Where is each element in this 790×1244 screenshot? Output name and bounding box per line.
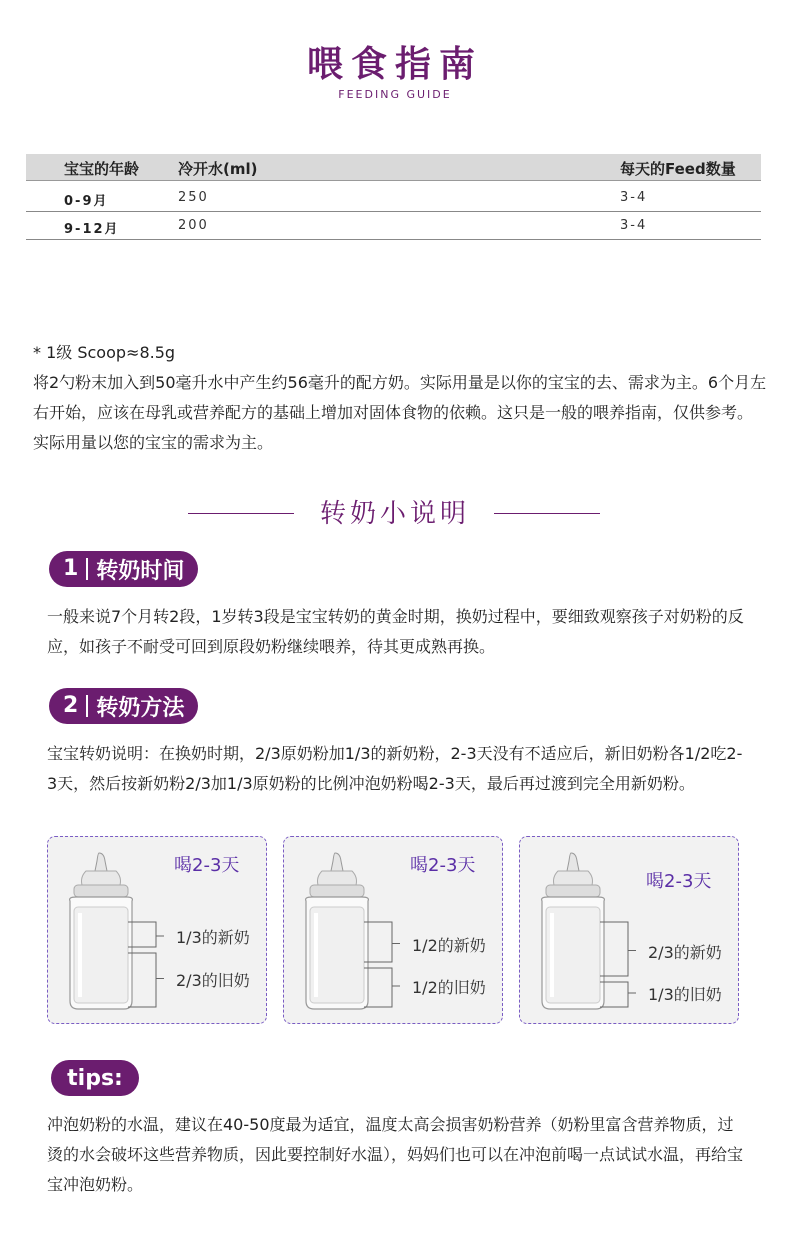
bottle-card-title: 喝2-3天: [410, 855, 476, 876]
bottle-bottom-label: 1/2的旧奶: [412, 978, 486, 997]
step2-number: 2: [49, 695, 88, 717]
page-title: 喂食指南: [306, 44, 483, 85]
scoop-note: [33, 338, 768, 458]
scoop-note-body: 将2勺粉末加入到50毫升水中产生约56毫升的配方奶。实际用量是以你的宝宝的去、需求为主。6个月左右开始，应该在母乳或营养配方的基础上增加对固体食物的依赖。这只是一般的喂养指南，仅供参考。实际用量以您的宝宝的需求为主。: [33, 373, 767, 452]
column-header-water: 冷开水(ml): [178, 160, 258, 178]
bottle-top-label: 1/2的新奶: [412, 935, 486, 955]
table-header: [26, 154, 761, 181]
tips-pill: tips:: [51, 1060, 139, 1096]
table-cell-feeds: 3-4: [620, 218, 648, 233]
bottle-card-title: 喝2-3天: [646, 871, 712, 892]
table-row: [26, 212, 761, 240]
table-cell-age: 0-9月: [64, 194, 109, 209]
table-cell-water: 250: [178, 190, 209, 205]
portion-bracket-icon: [598, 837, 638, 1025]
bottle-bottom-label: 2/3的旧奶: [176, 970, 250, 990]
table-cell-water: 200: [178, 218, 209, 233]
bottle-top-label: 1/3的新奶: [176, 928, 250, 947]
step1-paragraph: 一般来说7个月转2段，1岁转3段是宝宝转奶的黄金时期，换奶过程中，要细致观察孩子对奶粉的反应，如孩子不耐受可回到原段奶粉继续喂养，待其更成熟再换。: [47, 607, 744, 656]
bottle-card-title: 喝2-3天: [174, 855, 240, 876]
column-header-feeds: 每天的Feed数量: [620, 160, 736, 178]
step2-label: 转奶方法: [96, 695, 185, 721]
step1-number: 1: [49, 558, 88, 580]
tips-paragraph: 冲泡奶粉的水温，建议在40-50度最为适宜，温度太高会损害奶粉营养（奶粉里富含营养物质，过烫的水会破坏这些营养物质，因此要控制好水温），妈妈们也可以在冲泡前喝一点试试水温，再给宝宝冲泡奶粉。: [47, 1115, 744, 1194]
step2-text: [47, 739, 747, 799]
step2-paragraph: 宝宝转奶说明：在换奶时期，2/3原奶粉加1/3的新奶粉，2-3天没有不适应后，新旧奶粉各1/2吃2-3天，然后按新奶粉2/3加1/3原奶粉的比例冲泡奶粉喝2-3天，最后再过渡到完全用新奶粉。: [47, 744, 743, 793]
bottle-bottom-label: 1/3的旧奶: [648, 985, 722, 1004]
column-header-age: 宝宝的年龄: [64, 160, 140, 178]
step1-pill: [49, 551, 198, 587]
bottle-top-label: 2/3的新奶: [648, 942, 722, 962]
section-divider-right: [494, 513, 600, 514]
section-title: 转奶小说明: [319, 499, 470, 529]
bottle-card: [47, 836, 267, 1024]
portion-bracket-icon: [362, 837, 402, 1025]
page-subtitle: FEEDING GUIDE: [338, 88, 452, 101]
step2-pill: [49, 688, 198, 724]
table-cell-age: 9-12月: [64, 222, 120, 237]
table-row: [26, 184, 761, 212]
step1-label: 转奶时间: [96, 558, 185, 584]
portion-bracket-icon: [126, 837, 166, 1025]
table-cell-feeds: 3-4: [620, 190, 648, 205]
bottle-card: [283, 836, 503, 1024]
bottle-card: [519, 836, 739, 1024]
step1-text: [47, 602, 747, 662]
scoop-size-line: * 1级 Scoop≈8.5g: [33, 343, 176, 362]
tips-text: [47, 1110, 747, 1200]
